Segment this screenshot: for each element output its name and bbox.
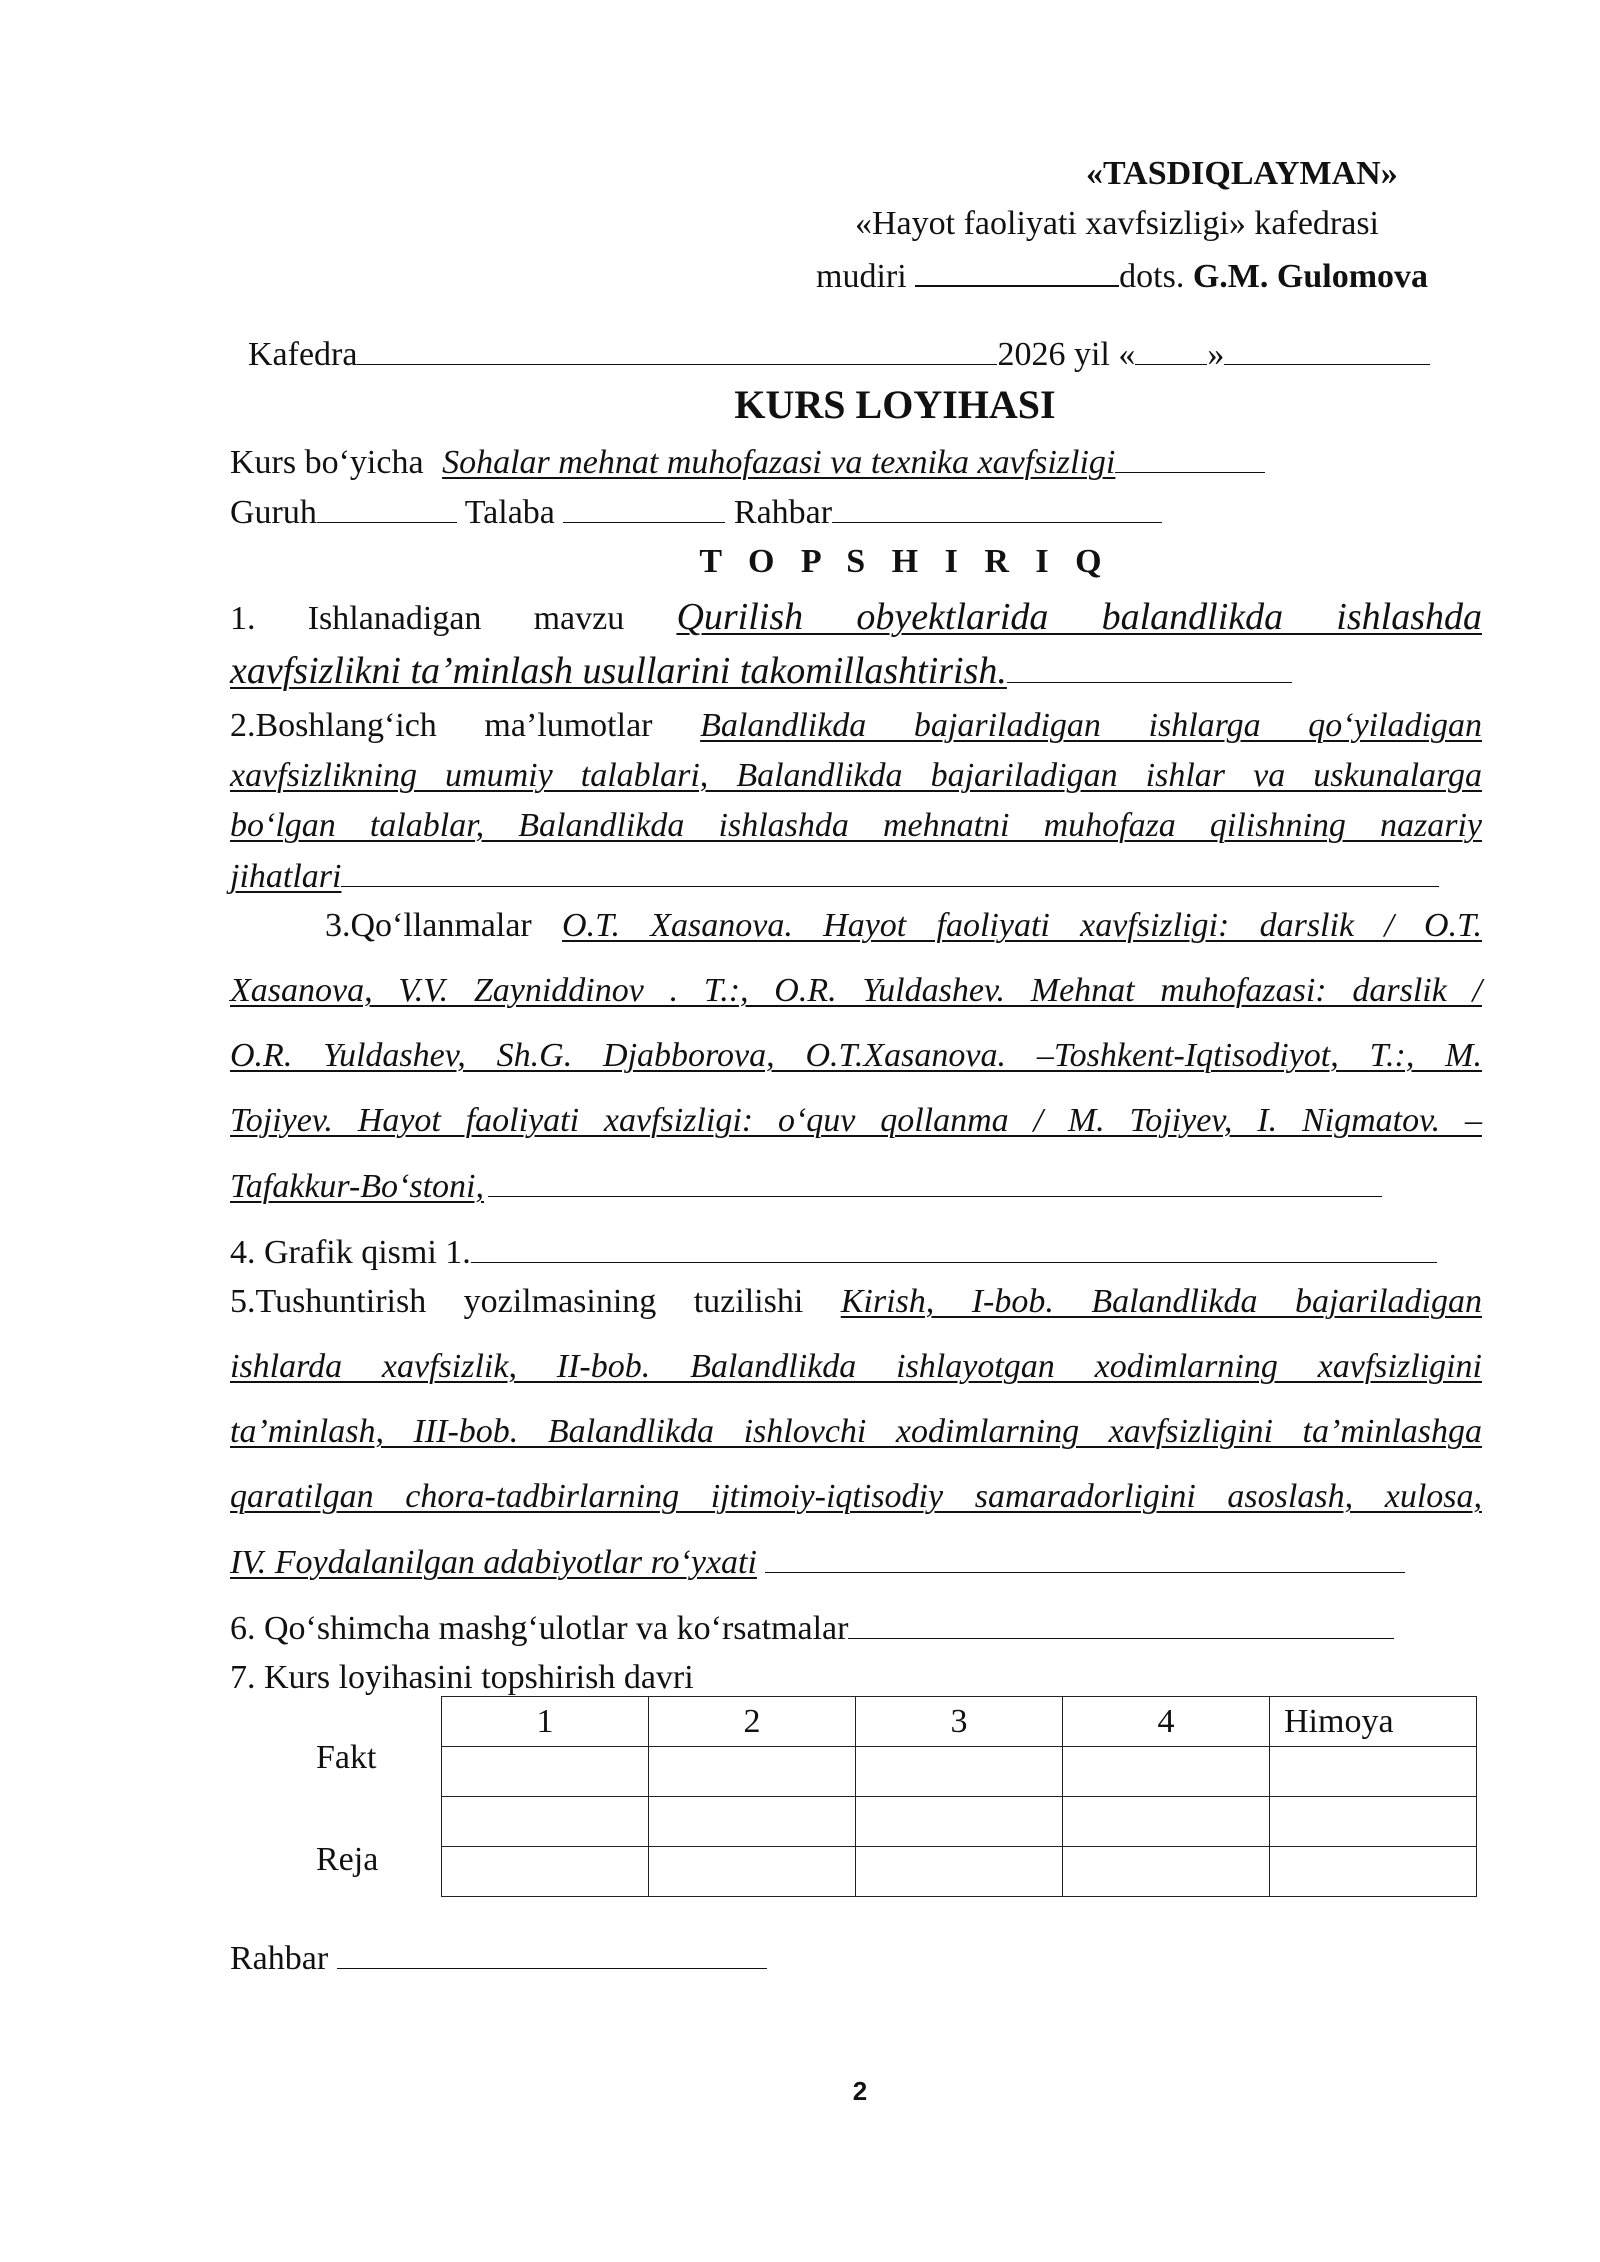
supervisor-field[interactable] bbox=[832, 492, 1162, 523]
plan-cell-1[interactable] bbox=[442, 1847, 649, 1897]
kafedra-close-quote: » bbox=[1207, 336, 1225, 373]
row-label-plan: Reja bbox=[316, 1841, 379, 1878]
initial-data-text-1: Balandlikda bajariladigan ishlarga qo‘yiladigan bbox=[700, 707, 1483, 744]
references-text-5: Tafakkur-Bo‘stoni, bbox=[230, 1168, 485, 1205]
submission-col-defense: Himoya bbox=[1270, 1697, 1477, 1747]
submission-table bbox=[441, 1696, 1477, 1897]
plan-cell-4[interactable] bbox=[1063, 1847, 1270, 1897]
graphic-part-label: 4. Grafik qismi 1. bbox=[230, 1234, 471, 1271]
plan-cell-2[interactable] bbox=[649, 1847, 856, 1897]
submission-col-1: 1 bbox=[442, 1697, 649, 1747]
document-title: KURS LOYIHASI bbox=[734, 382, 1056, 427]
page-number: 2 bbox=[852, 2076, 868, 2106]
structure-line-2: ishlarda xavfsizlik, II-bob. Balandlikda ishlayotgan xodimlarning xavfsizligini bbox=[230, 1348, 1482, 1385]
extra-tasks-field[interactable] bbox=[848, 1608, 1394, 1639]
group-field[interactable] bbox=[317, 492, 457, 523]
approval-department: «Hayot faoliyati xavfsizligi» kafedrasi bbox=[855, 205, 1379, 242]
kafedra-month-field[interactable] bbox=[1224, 334, 1430, 365]
references-line-3: O.R. Yuldashev, Sh.G. Djabborova, O.T.Xasanova. –Toshkent-Iqtisodiyot, T.:, M. bbox=[230, 1037, 1482, 1074]
fact-cell-4[interactable] bbox=[1063, 1747, 1270, 1797]
structure-line-4: qaratilgan chora-tadbirlarning ijtimoiy-iqtisodiy samaradorligini asoslash, xulosa, bbox=[230, 1478, 1482, 1515]
initial-data-label: 2.Boshlang‘ich ma’lumotlar bbox=[230, 707, 653, 744]
plan-cell-3[interactable] bbox=[856, 1847, 1063, 1897]
kafedra-year: 2026 yil « bbox=[997, 336, 1136, 373]
middle-cell-2[interactable] bbox=[649, 1797, 856, 1847]
structure-line-3: ta’minlash, III-bob. Balandlikda ishlovchi xodimlarning xavfsizligini ta’minlashga bbox=[230, 1413, 1482, 1450]
middle-cell-4[interactable] bbox=[1063, 1797, 1270, 1847]
supervisor-signature-field[interactable] bbox=[337, 1938, 767, 1969]
topic-text-1: Qurilish obyektlarida balandlikda ishlashda bbox=[676, 596, 1482, 638]
topic-fill bbox=[1007, 652, 1292, 683]
initial-data-line-1 bbox=[230, 706, 1482, 745]
fact-cell-3[interactable] bbox=[856, 1747, 1063, 1797]
middle-cell-defense[interactable] bbox=[1270, 1797, 1477, 1847]
approval-title: «TASDIQLAYMAN» bbox=[1086, 155, 1398, 192]
fact-cell-defense[interactable] bbox=[1270, 1747, 1477, 1797]
structure-fill bbox=[765, 1542, 1405, 1573]
references-line-4: Tojiyev. Hayot faoliyati xavfsizligi: o‘quv qollanma / M. Tojiyev, I. Nigmatov. – bbox=[230, 1102, 1482, 1139]
structure-line-5 bbox=[230, 1542, 1405, 1582]
initial-data-line-3: bo‘lgan talablar, Balandlikda ishlashda mehnatni muhofaza qilishning nazariy bbox=[230, 807, 1482, 844]
approval-head-degree: dots. bbox=[1119, 258, 1185, 295]
task-heading: T O P S H I R I Q bbox=[699, 543, 1111, 580]
group-label: Guruh bbox=[230, 494, 317, 531]
references-fill bbox=[488, 1166, 1382, 1197]
middle-cell-1[interactable] bbox=[442, 1797, 649, 1847]
submission-header-row bbox=[442, 1697, 1477, 1747]
structure-text-5: IV. Foydalanilgan adabiyotlar ro‘yxati bbox=[230, 1544, 757, 1581]
topic-line-1 bbox=[230, 596, 1482, 640]
references-text-1: O.T. Xasanova. Hayot faoliyati xavfsizligi: darslik / O.T. bbox=[562, 907, 1482, 944]
fact-cell-1[interactable] bbox=[442, 1747, 649, 1797]
structure-line-1 bbox=[230, 1282, 1482, 1321]
kafedra-day-field[interactable] bbox=[1135, 334, 1207, 365]
extra-tasks-label: 6. Qo‘shimcha mashg‘ulotlar va ko‘rsatmalar bbox=[230, 1610, 849, 1647]
supervisor-signature-line bbox=[230, 1938, 767, 1978]
graphic-part-line bbox=[230, 1232, 1437, 1272]
course-fill bbox=[1115, 442, 1265, 473]
submission-label: 7. Kurs loyihasini topshirish davri bbox=[230, 1659, 694, 1696]
submission-col-4: 4 bbox=[1063, 1697, 1270, 1747]
submission-fact-row bbox=[442, 1747, 1477, 1797]
supervisor-label: Rahbar bbox=[733, 494, 833, 531]
initial-data-line-2: xavfsizlikning umumiy talablari, Balandlikda bajariladigan ishlar va uskunalarga bbox=[230, 757, 1482, 794]
plan-cell-defense[interactable] bbox=[1270, 1847, 1477, 1897]
supervisor-signature-label: Rahbar bbox=[230, 1940, 329, 1977]
initial-data-text-4: jihatlari bbox=[230, 858, 342, 895]
topic-line-2 bbox=[230, 650, 1292, 694]
initial-data-line-4 bbox=[230, 856, 1439, 896]
submission-col-2: 2 bbox=[649, 1697, 856, 1747]
references-line-2: Xasanova, V.V. Zayniddinov . T.:, O.R. Yuldashev. Mehnat muhofazasi: darslik / bbox=[230, 972, 1482, 1009]
approval-head-name: G.M. Gulomova bbox=[1192, 258, 1429, 295]
student-field[interactable] bbox=[563, 492, 725, 523]
student-label: Talaba bbox=[464, 494, 555, 531]
kafedra-line bbox=[248, 334, 1430, 374]
submission-plan-row bbox=[442, 1847, 1477, 1897]
graphic-part-field[interactable] bbox=[471, 1232, 1437, 1263]
kafedra-label: Kafedra bbox=[248, 336, 358, 373]
course-label: Kurs bo‘yicha bbox=[230, 444, 424, 481]
structure-text-1: Kirish, I-bob. Balandlikda bajariladigan bbox=[840, 1283, 1482, 1320]
submission-col-3: 3 bbox=[856, 1697, 1063, 1747]
approval-head-prefix: mudiri bbox=[816, 258, 907, 295]
middle-cell-3[interactable] bbox=[856, 1797, 1063, 1847]
references-label: 3.Qo‘llanmalar bbox=[325, 907, 532, 944]
kafedra-field[interactable] bbox=[357, 334, 997, 365]
course-line bbox=[230, 442, 1265, 482]
row-label-fact: Fakt bbox=[316, 1739, 377, 1776]
structure-label: 5.Tushuntirish yozilmasining tuzilishi bbox=[230, 1283, 804, 1320]
extra-tasks-line bbox=[230, 1608, 1394, 1648]
references-line-1 bbox=[325, 906, 1482, 945]
approval-head-line bbox=[816, 255, 1428, 296]
course-value: Sohalar mehnat muhofazasi va texnika xavfsizligi bbox=[442, 444, 1116, 481]
submission-middle-row bbox=[442, 1797, 1477, 1847]
approval-signature-field[interactable] bbox=[915, 255, 1119, 287]
fact-cell-2[interactable] bbox=[649, 1747, 856, 1797]
topic-text-2: xavfsizlikni ta’minlash usullarini takomillashtirish. bbox=[230, 650, 1007, 692]
references-line-5 bbox=[230, 1166, 1382, 1206]
topic-label: 1. Ishlanadigan mavzu bbox=[230, 600, 625, 637]
initial-data-fill bbox=[341, 856, 1439, 887]
group-line bbox=[230, 492, 1162, 532]
